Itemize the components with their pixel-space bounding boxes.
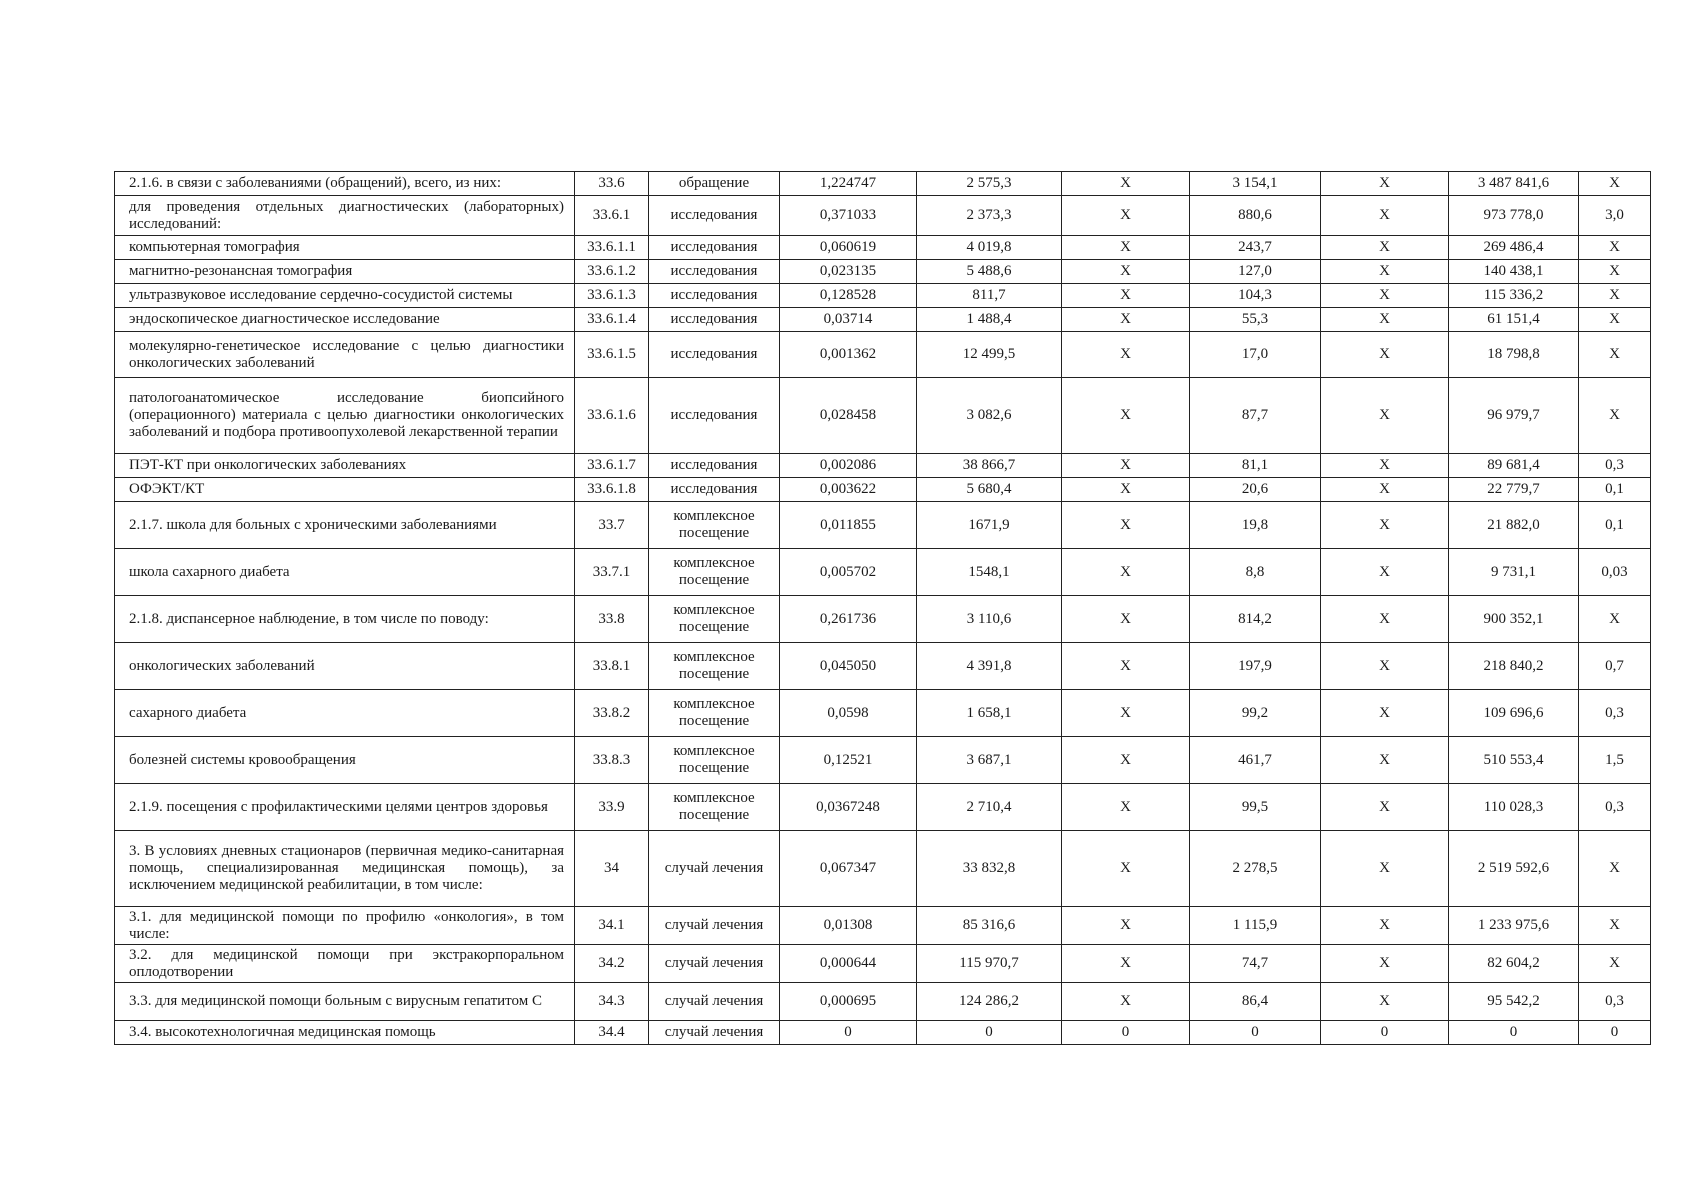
value-cell-col5: 4 391,8 (917, 643, 1062, 690)
value-cell-col5: 4 019,8 (917, 236, 1062, 260)
indicator-name-cell: 3. В условиях дневных стационаров (первичная медико-санитарная помощь, специализированная медицинская помощь), за исключением медицинской реабилитации, в том числе: (115, 831, 575, 907)
unit-cell: случай лечения (649, 831, 780, 907)
value-cell-col4: 0,261736 (780, 596, 917, 643)
table-row (115, 831, 1651, 907)
indicator-name-cell: 3.3. для медицинской помощи больным с вирусным гепатитом С (115, 983, 575, 1021)
value-cell-col7: 99,5 (1190, 784, 1321, 831)
value-cell-col4: 0,067347 (780, 831, 917, 907)
value-cell-col4: 0 (780, 1021, 917, 1045)
value-cell-col6: X (1062, 454, 1190, 478)
value-cell-col4: 0,002086 (780, 454, 917, 478)
value-cell-col8: X (1321, 502, 1449, 549)
value-cell-col6: X (1062, 478, 1190, 502)
indicator-name-cell: 2.1.9. посещения с профилактическими целями центров здоровья (115, 784, 575, 831)
unit-cell: комплексное посещение (649, 549, 780, 596)
value-cell-col7: 1 115,9 (1190, 907, 1321, 945)
row-code-cell: 33.6.1.4 (575, 308, 649, 332)
unit-cell: случай лечения (649, 907, 780, 945)
indicator-name-cell: 3.4. высокотехнологичная медицинская помощь (115, 1021, 575, 1045)
value-cell-col9: 3 487 841,6 (1449, 172, 1579, 196)
value-cell-col6: X (1062, 643, 1190, 690)
value-cell-col8: X (1321, 332, 1449, 378)
value-cell-col5: 3 082,6 (917, 378, 1062, 454)
value-cell-col6: X (1062, 784, 1190, 831)
row-code-cell: 33.8.2 (575, 690, 649, 737)
value-cell-col8: X (1321, 831, 1449, 907)
unit-cell: комплексное посещение (649, 690, 780, 737)
value-cell-col6: X (1062, 378, 1190, 454)
value-cell-col6: X (1062, 332, 1190, 378)
value-cell-col6: X (1062, 308, 1190, 332)
row-code-cell: 34.2 (575, 945, 649, 983)
table-row (115, 454, 1651, 478)
value-cell-col9: 1 233 975,6 (1449, 907, 1579, 945)
value-cell-col8: X (1321, 784, 1449, 831)
unit-cell: комплексное посещение (649, 784, 780, 831)
unit-cell: исследования (649, 236, 780, 260)
value-cell-col9: 2 519 592,6 (1449, 831, 1579, 907)
table-row (115, 332, 1651, 378)
row-code-cell: 33.6.1.2 (575, 260, 649, 284)
table-row (115, 907, 1651, 945)
value-cell-col10: 1,5 (1579, 737, 1651, 784)
value-cell-col5: 12 499,5 (917, 332, 1062, 378)
value-cell-col8: X (1321, 236, 1449, 260)
value-cell-col9: 0 (1449, 1021, 1579, 1045)
value-cell-col7: 243,7 (1190, 236, 1321, 260)
value-cell-col7: 104,3 (1190, 284, 1321, 308)
table-row (115, 308, 1651, 332)
value-cell-col9: 269 486,4 (1449, 236, 1579, 260)
value-cell-col8: 0 (1321, 1021, 1449, 1045)
table-row (115, 260, 1651, 284)
value-cell-col4: 0,12521 (780, 737, 917, 784)
row-code-cell: 33.8.3 (575, 737, 649, 784)
value-cell-col5: 1 488,4 (917, 308, 1062, 332)
value-cell-col6: X (1062, 690, 1190, 737)
table-row (115, 784, 1651, 831)
indicator-name-cell: 2.1.7. школа для больных с хроническими заболеваниями (115, 502, 575, 549)
value-cell-col8: X (1321, 284, 1449, 308)
value-cell-col7: 127,0 (1190, 260, 1321, 284)
value-cell-col6: X (1062, 260, 1190, 284)
value-cell-col10: X (1579, 907, 1651, 945)
indicator-name-cell: ОФЭКТ/КТ (115, 478, 575, 502)
value-cell-col4: 0,371033 (780, 196, 917, 236)
table-row (115, 284, 1651, 308)
row-code-cell: 34 (575, 831, 649, 907)
value-cell-col8: X (1321, 260, 1449, 284)
value-cell-col6: X (1062, 737, 1190, 784)
unit-cell: исследования (649, 478, 780, 502)
indicator-name-cell: школа сахарного диабета (115, 549, 575, 596)
value-cell-col4: 0,0598 (780, 690, 917, 737)
value-cell-col7: 55,3 (1190, 308, 1321, 332)
table-row (115, 172, 1651, 196)
value-cell-col10: X (1579, 831, 1651, 907)
value-cell-col9: 510 553,4 (1449, 737, 1579, 784)
unit-cell: обращение (649, 172, 780, 196)
value-cell-col5: 0 (917, 1021, 1062, 1045)
data-table (114, 171, 1651, 1045)
value-cell-col10: X (1579, 260, 1651, 284)
value-cell-col6: X (1062, 831, 1190, 907)
value-cell-col4: 0,028458 (780, 378, 917, 454)
value-cell-col7: 87,7 (1190, 378, 1321, 454)
value-cell-col10: 0 (1579, 1021, 1651, 1045)
row-code-cell: 33.6.1.5 (575, 332, 649, 378)
value-cell-col8: X (1321, 172, 1449, 196)
value-cell-col9: 115 336,2 (1449, 284, 1579, 308)
value-cell-col5: 811,7 (917, 284, 1062, 308)
value-cell-col5: 115 970,7 (917, 945, 1062, 983)
indicator-name-cell: ультразвуковое исследование сердечно-сосудистой системы (115, 284, 575, 308)
unit-cell: комплексное посещение (649, 737, 780, 784)
value-cell-col7: 17,0 (1190, 332, 1321, 378)
value-cell-col9: 95 542,2 (1449, 983, 1579, 1021)
value-cell-col7: 19,8 (1190, 502, 1321, 549)
indicator-name-cell: магнитно-резонансная томография (115, 260, 575, 284)
unit-cell: комплексное посещение (649, 502, 780, 549)
table-row (115, 983, 1651, 1021)
table-row (115, 690, 1651, 737)
row-code-cell: 33.6 (575, 172, 649, 196)
table-row (115, 236, 1651, 260)
value-cell-col6: X (1062, 907, 1190, 945)
value-cell-col6: X (1062, 236, 1190, 260)
value-cell-col4: 0,011855 (780, 502, 917, 549)
indicator-name-cell: 2.1.8. диспансерное наблюдение, в том числе по поводу: (115, 596, 575, 643)
value-cell-col8: X (1321, 907, 1449, 945)
value-cell-col7: 0 (1190, 1021, 1321, 1045)
value-cell-col10: 0,03 (1579, 549, 1651, 596)
row-code-cell: 33.6.1.8 (575, 478, 649, 502)
row-code-cell: 33.9 (575, 784, 649, 831)
table-row (115, 378, 1651, 454)
value-cell-col8: X (1321, 983, 1449, 1021)
value-cell-col8: X (1321, 378, 1449, 454)
unit-cell: исследования (649, 454, 780, 478)
indicator-name-cell: 3.1. для медицинской помощи по профилю «онкология», в том числе: (115, 907, 575, 945)
value-cell-col8: X (1321, 643, 1449, 690)
value-cell-col4: 0,000695 (780, 983, 917, 1021)
value-cell-col5: 3 687,1 (917, 737, 1062, 784)
row-code-cell: 33.6.1.6 (575, 378, 649, 454)
value-cell-col8: X (1321, 945, 1449, 983)
value-cell-col10: 0,3 (1579, 454, 1651, 478)
value-cell-col7: 20,6 (1190, 478, 1321, 502)
unit-cell: комплексное посещение (649, 643, 780, 690)
value-cell-col7: 2 278,5 (1190, 831, 1321, 907)
value-cell-col9: 110 028,3 (1449, 784, 1579, 831)
value-cell-col8: X (1321, 549, 1449, 596)
indicator-name-cell: онкологических заболеваний (115, 643, 575, 690)
value-cell-col10: X (1579, 945, 1651, 983)
value-cell-col10: 0,1 (1579, 478, 1651, 502)
value-cell-col10: X (1579, 284, 1651, 308)
table-row (115, 478, 1651, 502)
value-cell-col7: 3 154,1 (1190, 172, 1321, 196)
value-cell-col8: X (1321, 454, 1449, 478)
indicator-name-cell: болезней системы кровообращения (115, 737, 575, 784)
unit-cell: случай лечения (649, 1021, 780, 1045)
value-cell-col9: 9 731,1 (1449, 549, 1579, 596)
value-cell-col9: 82 604,2 (1449, 945, 1579, 983)
value-cell-col6: X (1062, 284, 1190, 308)
value-cell-col7: 880,6 (1190, 196, 1321, 236)
value-cell-col5: 5 680,4 (917, 478, 1062, 502)
table-row (115, 737, 1651, 784)
value-cell-col7: 814,2 (1190, 596, 1321, 643)
row-code-cell: 33.8 (575, 596, 649, 643)
value-cell-col5: 38 866,7 (917, 454, 1062, 478)
unit-cell: комплексное посещение (649, 596, 780, 643)
row-code-cell: 33.6.1.3 (575, 284, 649, 308)
row-code-cell: 34.4 (575, 1021, 649, 1045)
value-cell-col4: 0,001362 (780, 332, 917, 378)
value-cell-col10: 0,3 (1579, 983, 1651, 1021)
table-row (115, 196, 1651, 236)
value-cell-col6: X (1062, 983, 1190, 1021)
value-cell-col6: 0 (1062, 1021, 1190, 1045)
indicator-name-cell: 3.2. для медицинской помощи при экстракорпоральном оплодотворении (115, 945, 575, 983)
table-row (115, 643, 1651, 690)
value-cell-col4: 0,045050 (780, 643, 917, 690)
value-cell-col10: 0,1 (1579, 502, 1651, 549)
row-code-cell: 33.7.1 (575, 549, 649, 596)
unit-cell: исследования (649, 308, 780, 332)
value-cell-col9: 140 438,1 (1449, 260, 1579, 284)
row-code-cell: 33.6.1 (575, 196, 649, 236)
value-cell-col5: 2 575,3 (917, 172, 1062, 196)
unit-cell: исследования (649, 196, 780, 236)
value-cell-col5: 124 286,2 (917, 983, 1062, 1021)
value-cell-col10: 3,0 (1579, 196, 1651, 236)
value-cell-col9: 22 779,7 (1449, 478, 1579, 502)
value-cell-col7: 99,2 (1190, 690, 1321, 737)
value-cell-col4: 0,128528 (780, 284, 917, 308)
indicator-name-cell: молекулярно-генетическое исследование с целью диагностики онкологических заболеваний (115, 332, 575, 378)
table-row (115, 502, 1651, 549)
indicator-name-cell: патологоанатомическое исследование биопсийного (операционного) материала с целью диагностики онкологических заболеваний и подбора противоопухолевой лекарственной терапии (115, 378, 575, 454)
unit-cell: случай лечения (649, 945, 780, 983)
value-cell-col5: 5 488,6 (917, 260, 1062, 284)
value-cell-col10: X (1579, 596, 1651, 643)
value-cell-col4: 1,224747 (780, 172, 917, 196)
indicator-name-cell: компьютерная томография (115, 236, 575, 260)
unit-cell: исследования (649, 284, 780, 308)
table-row (115, 945, 1651, 983)
table-body (115, 172, 1651, 1045)
value-cell-col5: 85 316,6 (917, 907, 1062, 945)
value-cell-col9: 900 352,1 (1449, 596, 1579, 643)
value-cell-col5: 2 710,4 (917, 784, 1062, 831)
indicator-name-cell: для проведения отдельных диагностических (лабораторных) исследований: (115, 196, 575, 236)
value-cell-col7: 461,7 (1190, 737, 1321, 784)
row-code-cell: 34.1 (575, 907, 649, 945)
value-cell-col4: 0,03714 (780, 308, 917, 332)
value-cell-col7: 197,9 (1190, 643, 1321, 690)
table-row (115, 549, 1651, 596)
indicator-name-cell: ПЭТ-КТ при онкологических заболеваниях (115, 454, 575, 478)
unit-cell: исследования (649, 260, 780, 284)
value-cell-col4: 0,0367248 (780, 784, 917, 831)
indicator-name-cell: 2.1.6. в связи с заболеваниями (обращений), всего, из них: (115, 172, 575, 196)
value-cell-col10: X (1579, 236, 1651, 260)
table-row (115, 596, 1651, 643)
value-cell-col5: 1 658,1 (917, 690, 1062, 737)
value-cell-col5: 1671,9 (917, 502, 1062, 549)
row-code-cell: 33.6.1.1 (575, 236, 649, 260)
indicator-name-cell: эндоскопическое диагностическое исследование (115, 308, 575, 332)
value-cell-col5: 33 832,8 (917, 831, 1062, 907)
value-cell-col4: 0,01308 (780, 907, 917, 945)
value-cell-col9: 218 840,2 (1449, 643, 1579, 690)
value-cell-col9: 21 882,0 (1449, 502, 1579, 549)
row-code-cell: 33.7 (575, 502, 649, 549)
value-cell-col7: 8,8 (1190, 549, 1321, 596)
value-cell-col8: X (1321, 596, 1449, 643)
value-cell-col5: 1548,1 (917, 549, 1062, 596)
value-cell-col6: X (1062, 502, 1190, 549)
row-code-cell: 33.6.1.7 (575, 454, 649, 478)
value-cell-col9: 61 151,4 (1449, 308, 1579, 332)
unit-cell: исследования (649, 378, 780, 454)
row-code-cell: 33.8.1 (575, 643, 649, 690)
table-row (115, 1021, 1651, 1045)
value-cell-col9: 89 681,4 (1449, 454, 1579, 478)
value-cell-col10: X (1579, 378, 1651, 454)
value-cell-col4: 0,003622 (780, 478, 917, 502)
unit-cell: исследования (649, 332, 780, 378)
value-cell-col6: X (1062, 549, 1190, 596)
value-cell-col8: X (1321, 196, 1449, 236)
value-cell-col6: X (1062, 196, 1190, 236)
value-cell-col4: 0,060619 (780, 236, 917, 260)
value-cell-col5: 3 110,6 (917, 596, 1062, 643)
row-code-cell: 34.3 (575, 983, 649, 1021)
value-cell-col8: X (1321, 737, 1449, 784)
value-cell-col10: 0,3 (1579, 690, 1651, 737)
value-cell-col6: X (1062, 172, 1190, 196)
value-cell-col10: 0,7 (1579, 643, 1651, 690)
value-cell-col8: X (1321, 308, 1449, 332)
value-cell-col7: 86,4 (1190, 983, 1321, 1021)
value-cell-col8: X (1321, 690, 1449, 737)
value-cell-col9: 18 798,8 (1449, 332, 1579, 378)
value-cell-col5: 2 373,3 (917, 196, 1062, 236)
value-cell-col4: 0,023135 (780, 260, 917, 284)
value-cell-col9: 96 979,7 (1449, 378, 1579, 454)
unit-cell: случай лечения (649, 983, 780, 1021)
value-cell-col8: X (1321, 478, 1449, 502)
value-cell-col9: 973 778,0 (1449, 196, 1579, 236)
value-cell-col10: X (1579, 308, 1651, 332)
value-cell-col6: X (1062, 596, 1190, 643)
value-cell-col10: X (1579, 332, 1651, 378)
value-cell-col9: 109 696,6 (1449, 690, 1579, 737)
value-cell-col10: X (1579, 172, 1651, 196)
indicator-name-cell: сахарного диабета (115, 690, 575, 737)
value-cell-col4: 0,000644 (780, 945, 917, 983)
value-cell-col10: 0,3 (1579, 784, 1651, 831)
value-cell-col7: 81,1 (1190, 454, 1321, 478)
value-cell-col7: 74,7 (1190, 945, 1321, 983)
value-cell-col6: X (1062, 945, 1190, 983)
value-cell-col4: 0,005702 (780, 549, 917, 596)
